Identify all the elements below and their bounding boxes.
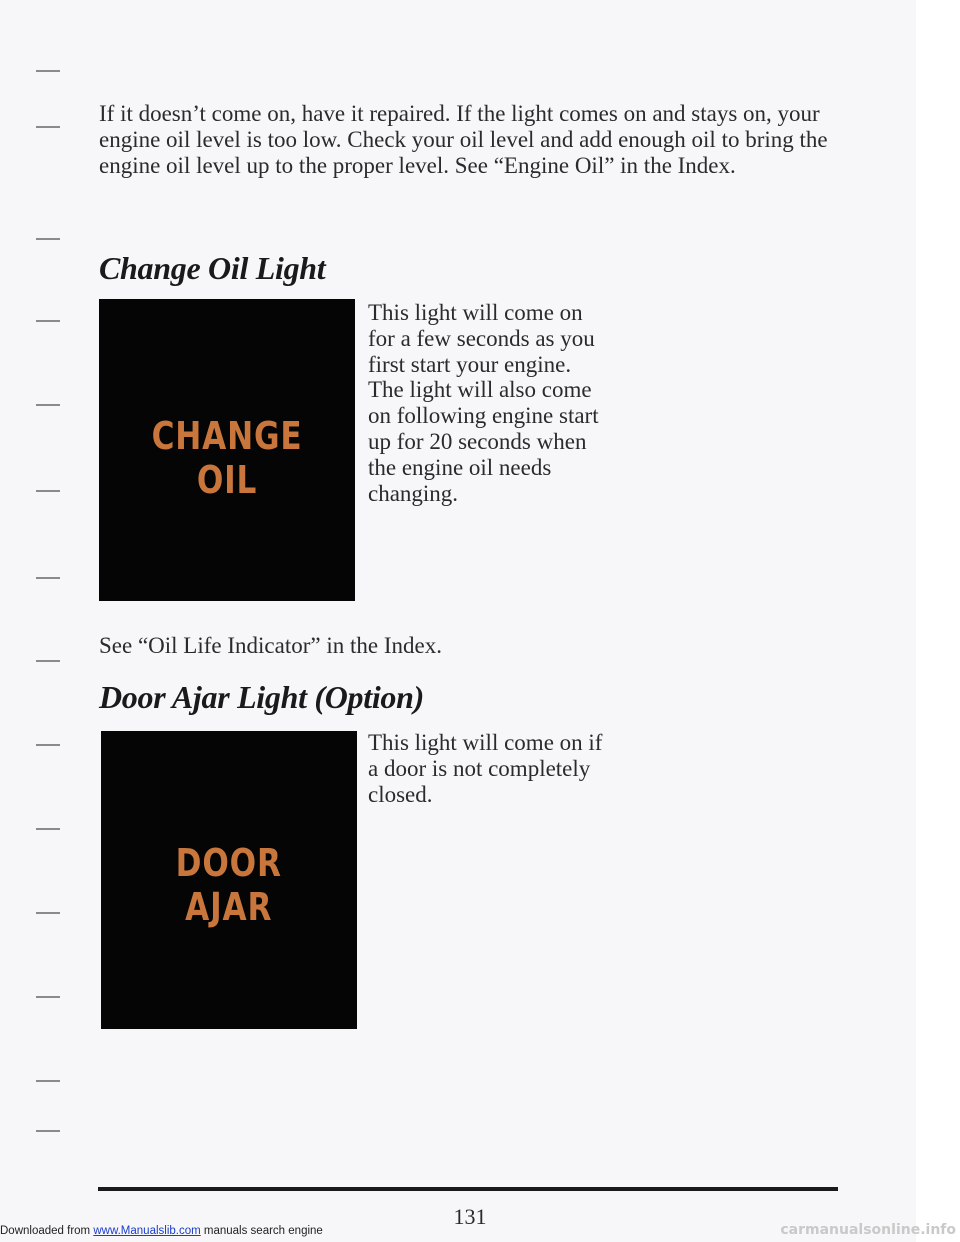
change-oil-lamp-image bbox=[99, 299, 355, 601]
margin-tick bbox=[36, 912, 60, 914]
margin-tick bbox=[36, 126, 60, 128]
margin-tick bbox=[36, 404, 60, 406]
door-ajar-lamp-label bbox=[164, 841, 293, 929]
margin-tick bbox=[36, 996, 60, 998]
margin-tick bbox=[36, 1130, 60, 1132]
lamp-text-change: CHANGE bbox=[151, 414, 303, 458]
download-footer bbox=[0, 1225, 323, 1237]
manualslib-link[interactable]: www.Manualslib.com bbox=[93, 1225, 201, 1237]
margin-tick bbox=[36, 70, 60, 72]
margin-tick bbox=[36, 828, 60, 830]
door-ajar-heading: Door Ajar Light (Option) bbox=[99, 679, 424, 715]
margin-tick bbox=[36, 1080, 60, 1082]
margin-tick bbox=[36, 660, 60, 662]
footer-rule bbox=[98, 1187, 838, 1191]
lamp-text-ajar: AJAR bbox=[185, 885, 273, 929]
change-oil-heading: Change Oil Light bbox=[99, 250, 326, 286]
page-number: 131 bbox=[453, 1204, 487, 1229]
footer-prefix: Downloaded from bbox=[0, 1225, 94, 1237]
margin-tick bbox=[36, 320, 60, 322]
margin-tick bbox=[36, 238, 60, 240]
margin-tick bbox=[36, 744, 60, 746]
watermark-text: carmanualsonline.info bbox=[780, 1222, 956, 1238]
intro-paragraph: If it doesn’t come on, have it repaired. If the light comes on and stays on, your engine oil level is too low. Check your oil level and add enough oil to bring the engine oil level up to the proper level. See “Engine Oil” in the Index. bbox=[99, 101, 828, 178]
margin-tick bbox=[36, 490, 60, 492]
oil-life-reference: See “Oil Life Indicator” in the Index. bbox=[99, 633, 442, 658]
page-edge bbox=[916, 0, 960, 1242]
lamp-text-door: DOOR bbox=[175, 841, 283, 885]
change-oil-description: This light will come on for a few seconds as you first start your engine. The light will also come on following engine start up for 20 seconds when the engine oil needs changing. bbox=[368, 300, 599, 506]
margin-tick bbox=[36, 577, 60, 579]
change-oil-lamp-label bbox=[135, 414, 319, 502]
lamp-text-oil: OIL bbox=[196, 458, 258, 502]
footer-suffix: manuals search engine bbox=[200, 1225, 323, 1237]
door-ajar-lamp-image bbox=[101, 731, 357, 1029]
door-ajar-description: This light will come on if a door is not completely closed. bbox=[368, 730, 603, 807]
